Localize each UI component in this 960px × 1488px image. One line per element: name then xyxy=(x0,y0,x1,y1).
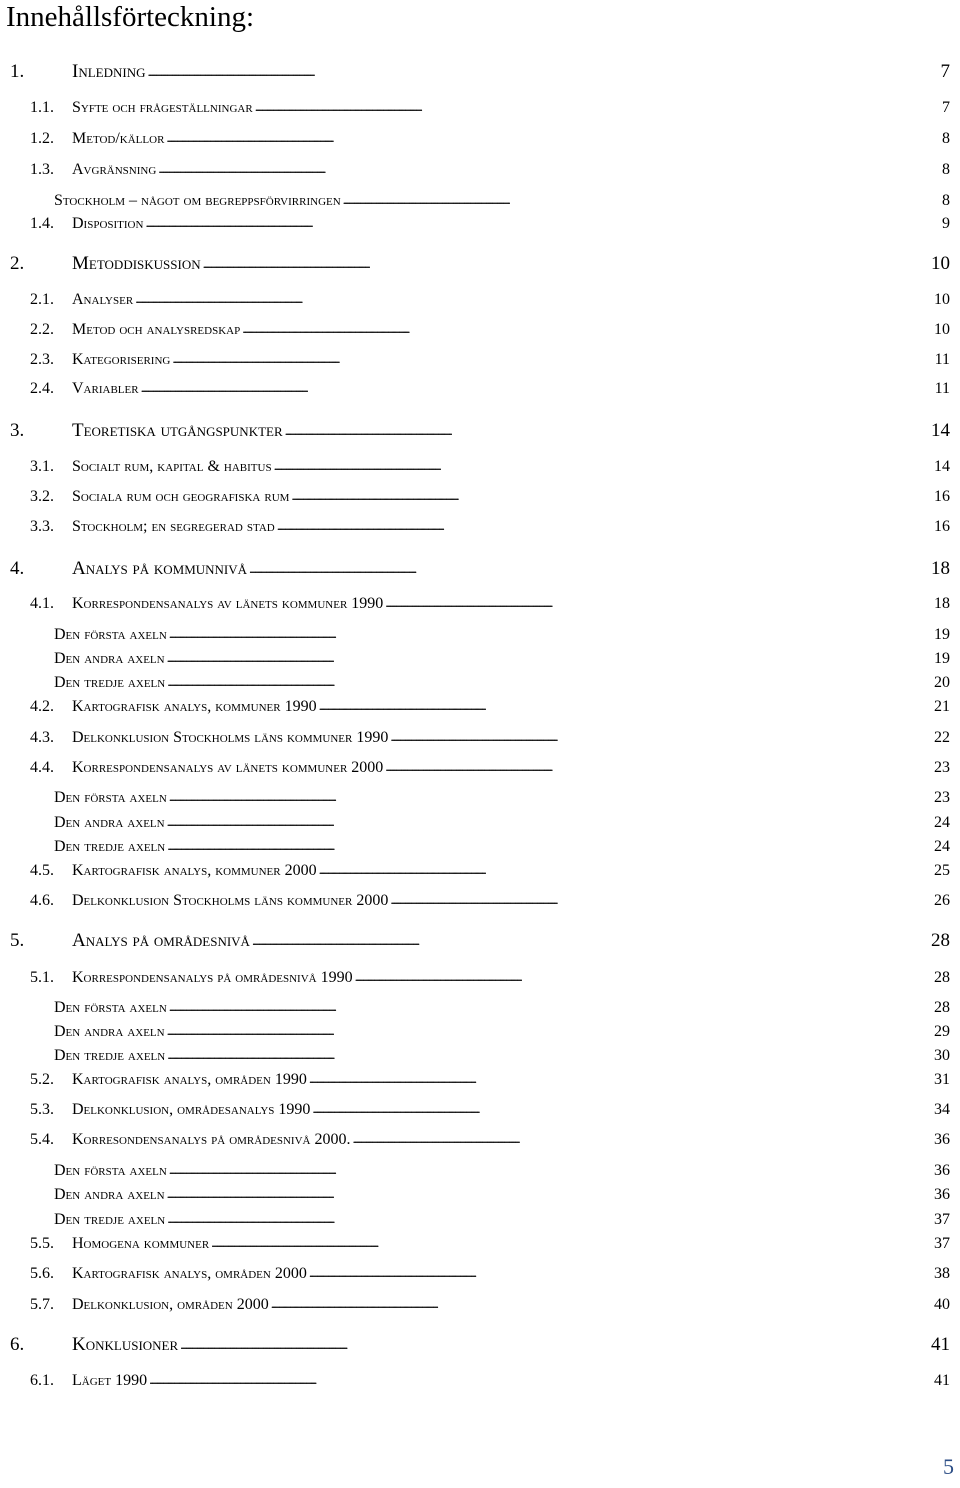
toc-entry-number: 3.3. xyxy=(30,518,54,535)
toc-entry[interactable] xyxy=(10,559,950,578)
toc-dot-leader xyxy=(149,1372,932,1388)
toc-entry[interactable] xyxy=(30,970,950,986)
toc-entry[interactable] xyxy=(30,322,950,338)
toc-entry[interactable] xyxy=(30,459,950,475)
toc-entry-number: 3.2. xyxy=(30,488,54,505)
toc-entry[interactable] xyxy=(30,1132,950,1148)
toc-entry[interactable] xyxy=(54,651,950,667)
toc-entry[interactable] xyxy=(54,1187,950,1203)
toc-entry-number: 6.1. xyxy=(30,1372,54,1389)
toc-dot-leader xyxy=(242,321,932,337)
toc-entry-label: Den tredje axeln xyxy=(54,674,166,691)
toc-entry-page: 26 xyxy=(934,892,950,909)
toc-entry-number: 5.4. xyxy=(30,1131,54,1148)
toc-entry-label: Metod och analysredskap xyxy=(72,321,241,338)
toc-entry-number: 3. xyxy=(10,420,25,441)
toc-entry-label: Socialt rum, kapital & habitus xyxy=(72,458,272,475)
toc-entry-page: 24 xyxy=(934,838,950,855)
toc-entry-page: 19 xyxy=(934,650,950,667)
toc-entry[interactable] xyxy=(10,931,950,950)
toc-dot-leader xyxy=(271,1296,932,1312)
toc-dot-leader xyxy=(167,650,932,666)
toc-entry-page: 24 xyxy=(934,814,950,831)
toc-dot-leader xyxy=(309,1071,932,1087)
toc-entry-label: Homogena kommuner xyxy=(72,1235,210,1252)
toc-entry-page: 8 xyxy=(942,130,950,147)
toc-dot-leader xyxy=(135,291,932,307)
toc-entry-label: Teoretiska utgångspunkter xyxy=(72,420,283,441)
toc-dot-leader xyxy=(249,558,929,577)
toc-dot-leader xyxy=(274,458,932,474)
toc-entry-page: 22 xyxy=(934,729,950,746)
toc-entry-number: 5.5. xyxy=(30,1235,54,1252)
toc-dot-leader xyxy=(169,1162,932,1178)
toc-dot-leader xyxy=(169,999,932,1015)
toc-entry-page: 30 xyxy=(934,1047,950,1064)
toc-entry-label: Syfte och frågeställningar xyxy=(72,99,253,116)
toc-dot-leader xyxy=(169,626,932,642)
toc-dot-leader xyxy=(352,1131,932,1147)
toc-entry[interactable] xyxy=(30,1373,950,1389)
toc-entry-label: Metoddiskussion xyxy=(72,253,201,274)
toc-entry-label: Den tredje axeln xyxy=(54,838,166,855)
toc-dot-leader xyxy=(203,253,929,272)
toc-entry-page: 38 xyxy=(934,1265,950,1282)
toc-entry-label: Den tredje axeln xyxy=(54,1211,166,1228)
toc-entry[interactable] xyxy=(10,254,950,273)
toc-entry-number: 6. xyxy=(10,1334,25,1355)
toc-entry-label: Kategorisering xyxy=(72,351,171,368)
toc-dot-leader xyxy=(312,1101,932,1117)
toc-entry-label: Delkonklusion, områdesanalys 1990 xyxy=(72,1101,311,1118)
toc-dot-leader xyxy=(211,1235,932,1251)
toc-entry-label: Avgränsning xyxy=(72,161,157,178)
toc-entry[interactable] xyxy=(30,100,950,116)
toc-entry-label: Disposition xyxy=(72,215,144,232)
toc-entry[interactable] xyxy=(54,675,950,691)
toc-entry-label: Den andra axeln xyxy=(54,650,165,667)
toc-dot-leader xyxy=(167,674,932,690)
toc-dot-leader xyxy=(319,862,932,878)
toc-entry-page: 28 xyxy=(931,930,950,951)
toc-dot-leader xyxy=(255,99,940,115)
toc-entry[interactable] xyxy=(30,131,950,147)
toc-entry[interactable] xyxy=(30,863,950,879)
toc-entry-page: 41 xyxy=(931,1334,950,1355)
toc-entry[interactable] xyxy=(54,1212,950,1228)
toc-dot-leader xyxy=(166,130,940,146)
toc-entry-page: 11 xyxy=(934,351,950,368)
toc-dot-leader xyxy=(355,969,932,985)
toc-entry-page: 16 xyxy=(934,488,950,505)
toc-entry-label: Korrespondensanalys på områdesnivå 1990 xyxy=(72,969,353,986)
toc-entry-label: Den första axeln xyxy=(54,789,167,806)
toc-entry-page: 28 xyxy=(934,969,950,986)
toc-entry[interactable] xyxy=(30,489,950,505)
toc-entry-label: Den andra axeln xyxy=(54,814,165,831)
toc-entry[interactable] xyxy=(54,1024,950,1040)
toc-entry-label: Den första axeln xyxy=(54,1162,167,1179)
toc-dot-leader xyxy=(390,892,932,908)
toc-dot-leader xyxy=(180,1334,929,1353)
toc-dot-leader xyxy=(141,380,933,396)
toc-entry-page: 7 xyxy=(940,61,950,82)
toc-entry-page: 29 xyxy=(934,1023,950,1040)
toc-dot-leader xyxy=(167,1047,932,1063)
toc-entry[interactable] xyxy=(30,1236,950,1252)
toc-entry-number: 1. xyxy=(10,61,25,82)
toc-entry-page: 8 xyxy=(942,192,950,209)
toc-entry-page: 19 xyxy=(934,626,950,643)
toc-entry-label: Korrespondensanalys av länets kommuner 1990 xyxy=(72,595,384,612)
toc-entry[interactable] xyxy=(54,839,950,855)
toc-dot-leader xyxy=(169,789,932,805)
toc-entry-page: 36 xyxy=(934,1186,950,1203)
toc-entry-page: 18 xyxy=(934,595,950,612)
toc-entry-number: 4. xyxy=(10,558,25,579)
toc-entry-number: 2.2. xyxy=(30,321,54,338)
toc-entry-label: Stockholm; en segregerad stad xyxy=(72,518,275,535)
toc-entry-page: 10 xyxy=(934,321,950,338)
toc-entry-number: 4.1. xyxy=(30,595,54,612)
toc-entry[interactable] xyxy=(10,62,950,81)
toc-entry-label: Korresondensanalys på områdesnivå 2000. xyxy=(72,1131,351,1148)
toc-entry-page: 7 xyxy=(942,99,950,116)
toc-entry-number: 5.6. xyxy=(30,1265,54,1282)
toc-dot-leader xyxy=(145,215,940,231)
toc-entry-label: Den tredje axeln xyxy=(54,1047,166,1064)
toc-entry-label: Kartografisk analys, kommuner 1990 xyxy=(72,698,317,715)
toc-dot-leader xyxy=(167,814,932,830)
toc-entry-number: 1.2. xyxy=(30,130,54,147)
toc-entry-number: 4.2. xyxy=(30,698,54,715)
toc-dot-leader xyxy=(291,488,932,504)
toc-entry-page: 31 xyxy=(934,1071,950,1088)
toc-entry-label: Delkonklusion, områden 2000 xyxy=(72,1296,269,1313)
toc-entry[interactable] xyxy=(54,1000,950,1016)
toc-entry-label: Analyser xyxy=(72,291,134,308)
toc-entry-page: 10 xyxy=(934,291,950,308)
toc-entry-number: 1.4. xyxy=(30,215,54,232)
toc-entry-label: Delkonklusion Stockholms läns kommuner 1990 xyxy=(72,729,389,746)
toc-title: Innehållsförteckning: xyxy=(6,1,255,33)
toc-entry-number: 5.7. xyxy=(30,1296,54,1313)
toc-entry-page: 8 xyxy=(942,161,950,178)
toc-entry-page: 9 xyxy=(942,215,950,232)
toc-entry[interactable] xyxy=(30,1072,950,1088)
toc-entry-number: 2.3. xyxy=(30,351,54,368)
toc-entry-label: Den första axeln xyxy=(54,626,167,643)
toc-entry[interactable] xyxy=(54,1048,950,1064)
toc-entry[interactable] xyxy=(54,627,950,643)
toc-entry-page: 18 xyxy=(931,558,950,579)
toc-entry-page: 23 xyxy=(934,759,950,776)
toc-entry[interactable] xyxy=(30,162,950,178)
toc-entry-page: 36 xyxy=(934,1162,950,1179)
toc-entry-label: Konklusioner xyxy=(72,1334,179,1355)
toc-entry[interactable] xyxy=(30,1266,950,1282)
toc-entry[interactable] xyxy=(30,352,950,368)
toc-entry-label: Den andra axeln xyxy=(54,1023,165,1040)
toc-dot-leader xyxy=(343,192,940,208)
toc-entry[interactable] xyxy=(10,421,950,440)
toc-entry-page: 10 xyxy=(931,253,950,274)
toc-entry-number: 3.1. xyxy=(30,458,54,475)
toc-dot-leader xyxy=(167,1186,932,1202)
toc-entry[interactable] xyxy=(30,1102,950,1118)
toc-dot-leader xyxy=(172,351,932,367)
toc-entry[interactable] xyxy=(30,519,950,535)
page-number: 5 xyxy=(943,1454,954,1479)
toc-entry[interactable] xyxy=(30,760,950,776)
toc-entry[interactable] xyxy=(10,1335,950,1354)
toc-entry[interactable] xyxy=(30,699,950,715)
toc-entry-number: 5.1. xyxy=(30,969,54,986)
toc-entry[interactable] xyxy=(54,193,950,209)
toc-entry-label: Korrespondensanalys av länets kommuner 2000 xyxy=(72,759,384,776)
toc-entry-number: 5.3. xyxy=(30,1101,54,1118)
toc-entry-label: Läget 1990 xyxy=(72,1372,148,1389)
toc-entry-number: 5.2. xyxy=(30,1071,54,1088)
toc-entry-label: Metod/källor xyxy=(72,130,165,147)
toc-entry-page: 36 xyxy=(934,1131,950,1148)
toc-entry-page: 23 xyxy=(934,789,950,806)
toc-entry[interactable] xyxy=(30,893,950,909)
toc-entry-page: 25 xyxy=(934,862,950,879)
toc-entry-page: 37 xyxy=(934,1235,950,1252)
toc-entry-number: 5. xyxy=(10,930,25,951)
toc-dot-leader xyxy=(167,1023,932,1039)
toc-entry-label: Kartografisk analys, områden 2000 xyxy=(72,1265,307,1282)
toc-entry-label: Stockholm – något om begreppsförvirringen xyxy=(54,192,341,209)
toc-entry-number: 1.1. xyxy=(30,99,54,116)
toc-entry-page: 16 xyxy=(934,518,950,535)
toc-entry-label: Den andra axeln xyxy=(54,1186,165,1203)
toc-entry[interactable] xyxy=(30,596,950,612)
toc-dot-leader xyxy=(167,838,932,854)
toc-entry-page: 34 xyxy=(934,1101,950,1118)
toc-entry[interactable] xyxy=(30,292,950,308)
toc-entry[interactable] xyxy=(30,1297,950,1313)
toc-entry-label: Analys på områdesnivå xyxy=(72,930,250,951)
toc-entry[interactable] xyxy=(30,216,950,232)
toc-entry[interactable] xyxy=(54,1163,950,1179)
toc-entry-page: 20 xyxy=(934,674,950,691)
toc-dot-leader xyxy=(158,161,940,177)
toc-entry-page: 37 xyxy=(934,1211,950,1228)
toc-dot-leader xyxy=(319,698,932,714)
toc-entry-number: 4.4. xyxy=(30,759,54,776)
toc-entry-page: 21 xyxy=(934,698,950,715)
toc-dot-leader xyxy=(285,420,929,439)
toc-dot-leader xyxy=(167,1211,932,1227)
toc-entry-label: Analys på kommunnivå xyxy=(72,558,248,579)
toc-dot-leader xyxy=(252,930,929,949)
toc-entry-number: 4.6. xyxy=(30,892,54,909)
toc-entry-label: Kartografisk analys, kommuner 2000 xyxy=(72,862,317,879)
toc-entry-page: 41 xyxy=(934,1372,950,1389)
toc-entry-label: Delkonklusion Stockholms läns kommuner 2000 xyxy=(72,892,389,909)
toc-entry[interactable] xyxy=(54,815,950,831)
toc-entry-label: Den första axeln xyxy=(54,999,167,1016)
toc-dot-leader xyxy=(147,61,938,80)
toc-entry[interactable] xyxy=(54,790,950,806)
toc-entry-label: Variabler xyxy=(72,380,139,397)
toc-dot-leader xyxy=(390,729,932,745)
toc-entry-page: 11 xyxy=(934,380,950,397)
toc-entry[interactable] xyxy=(30,381,950,397)
toc-entry-page: 14 xyxy=(931,420,950,441)
toc-entry-number: 2.4. xyxy=(30,380,54,397)
toc-entry-number: 1.3. xyxy=(30,161,54,178)
toc-dot-leader xyxy=(309,1265,932,1281)
toc-entry-number: 4.3. xyxy=(30,729,54,746)
toc-entry-number: 2. xyxy=(10,253,25,274)
toc-entry-page: 40 xyxy=(934,1296,950,1313)
toc-entry-page: 14 xyxy=(934,458,950,475)
toc-entry-page: 28 xyxy=(934,999,950,1016)
toc-dot-leader xyxy=(385,595,932,611)
toc-entry-label: Kartografisk analys, områden 1990 xyxy=(72,1071,307,1088)
toc-dot-leader xyxy=(385,759,932,775)
toc-dot-leader xyxy=(277,518,932,534)
toc-entry-number: 4.5. xyxy=(30,862,54,879)
toc-entry-label: Sociala rum och geografiska rum xyxy=(72,488,290,505)
toc-entry[interactable] xyxy=(30,730,950,746)
toc-entry-label: Inledning xyxy=(72,61,146,82)
toc-entry-number: 2.1. xyxy=(30,291,54,308)
